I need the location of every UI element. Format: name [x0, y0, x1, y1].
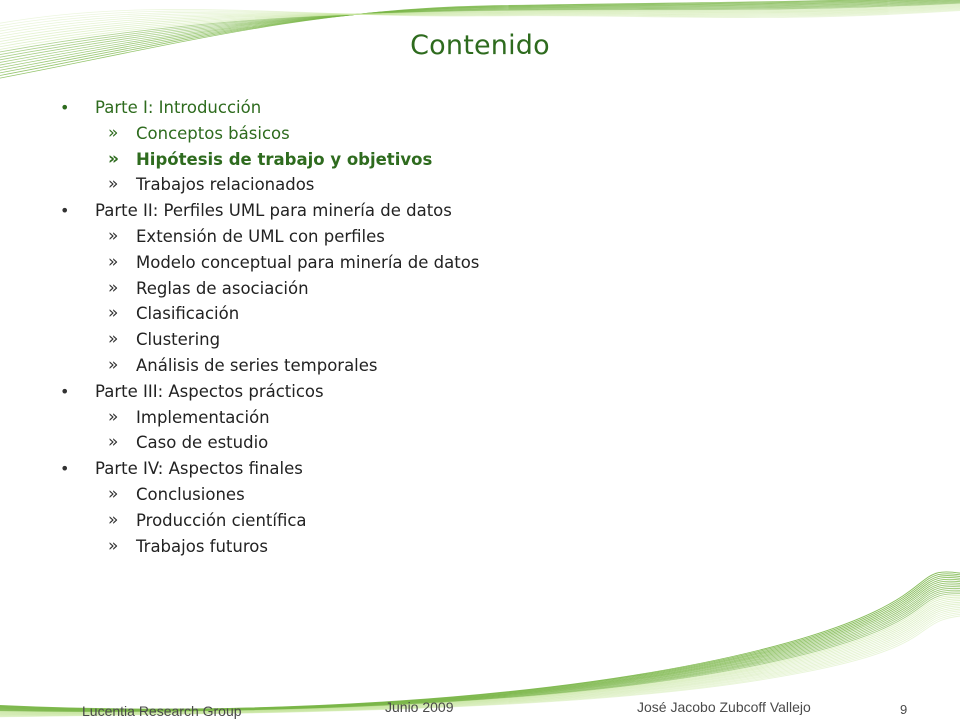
outline-subitem	[60, 301, 880, 327]
outline-item-label: Extensión de UML con perfiles	[136, 226, 385, 246]
sub-bullet-icon: »	[108, 535, 119, 556]
outline-item-label: Producción científica	[136, 510, 307, 530]
outline-item-label: Conceptos básicos	[136, 123, 290, 143]
outline-item-label: Parte I: Introducción	[95, 98, 262, 117]
bullet-icon: •	[60, 381, 70, 401]
sub-bullet-icon: »	[108, 148, 119, 169]
footer-group-name: Lucentia Research Group	[82, 703, 242, 719]
outline-section	[60, 379, 880, 405]
outline-item-label: Análisis de series temporales	[136, 355, 378, 375]
outline-subitem	[60, 147, 880, 173]
outline-subitem	[60, 482, 880, 508]
outline-subitem	[60, 430, 880, 456]
wave-line	[0, 572, 960, 709]
outline-item-label: Reglas de asociación	[136, 278, 309, 298]
outline-section	[60, 198, 880, 224]
slide-title: Contenido	[410, 30, 550, 61]
wave-line	[0, 590, 960, 711]
outline-subitem	[60, 327, 880, 353]
outline-item-label: Hipótesis de trabajo y objetivos	[136, 149, 433, 169]
outline-subitem	[60, 353, 880, 379]
outline-item-label: Caso de estudio	[136, 433, 269, 453]
sub-bullet-icon: »	[108, 251, 119, 272]
footer-date: Junio 2009	[385, 699, 454, 715]
outline-item-label: Modelo conceptual para minería de datos	[136, 252, 480, 272]
sub-bullet-icon: »	[108, 225, 119, 246]
sub-bullet-icon: »	[108, 277, 119, 298]
bullet-icon: •	[60, 201, 70, 221]
outline-subitem	[60, 405, 880, 431]
sub-bullet-icon: »	[108, 432, 119, 453]
outline-item-label: Clasificación	[136, 304, 240, 324]
sub-bullet-icon: »	[108, 122, 119, 143]
outline-item-label: Clustering	[136, 330, 221, 350]
outline-subitem	[60, 224, 880, 250]
outline-subitem	[60, 534, 880, 560]
outline-item-label: Conclusiones	[136, 484, 245, 504]
outline-subitem	[60, 172, 880, 198]
outline-section	[60, 95, 880, 121]
footer-author: José Jacobo Zubcoff Vallejo	[637, 699, 811, 715]
sub-bullet-icon: »	[108, 329, 119, 350]
outline-subitem	[60, 276, 880, 302]
outline-subitem	[60, 508, 880, 534]
sub-bullet-icon: »	[108, 509, 119, 530]
wave-line	[0, 577, 960, 709]
outline-item-label: Parte IV: Aspectos finales	[95, 459, 303, 479]
outline-item-label: Parte II: Perfiles UML para minería de datos	[95, 201, 452, 221]
outline-item-label: Trabajos relacionados	[136, 175, 315, 195]
bullet-icon: •	[60, 98, 70, 117]
bullet-icon: •	[60, 459, 70, 479]
sub-bullet-icon: »	[108, 174, 119, 195]
sub-bullet-icon: »	[108, 303, 119, 324]
outline-item-label: Implementación	[136, 407, 270, 427]
sub-bullet-icon: »	[108, 406, 119, 427]
content-outline	[60, 95, 880, 559]
slide-number: 9	[900, 702, 908, 717]
wave-line	[0, 585, 960, 711]
outline-subitem	[60, 121, 880, 147]
sub-bullet-icon: »	[108, 483, 119, 504]
bottom-wave-lines	[0, 572, 960, 717]
outline-item-label: Parte III: Aspectos prácticos	[95, 381, 324, 401]
outline-item-label: Trabajos futuros	[136, 536, 268, 556]
outline-subitem	[60, 250, 880, 276]
sub-bullet-icon: »	[108, 354, 119, 375]
outline-section	[60, 456, 880, 482]
